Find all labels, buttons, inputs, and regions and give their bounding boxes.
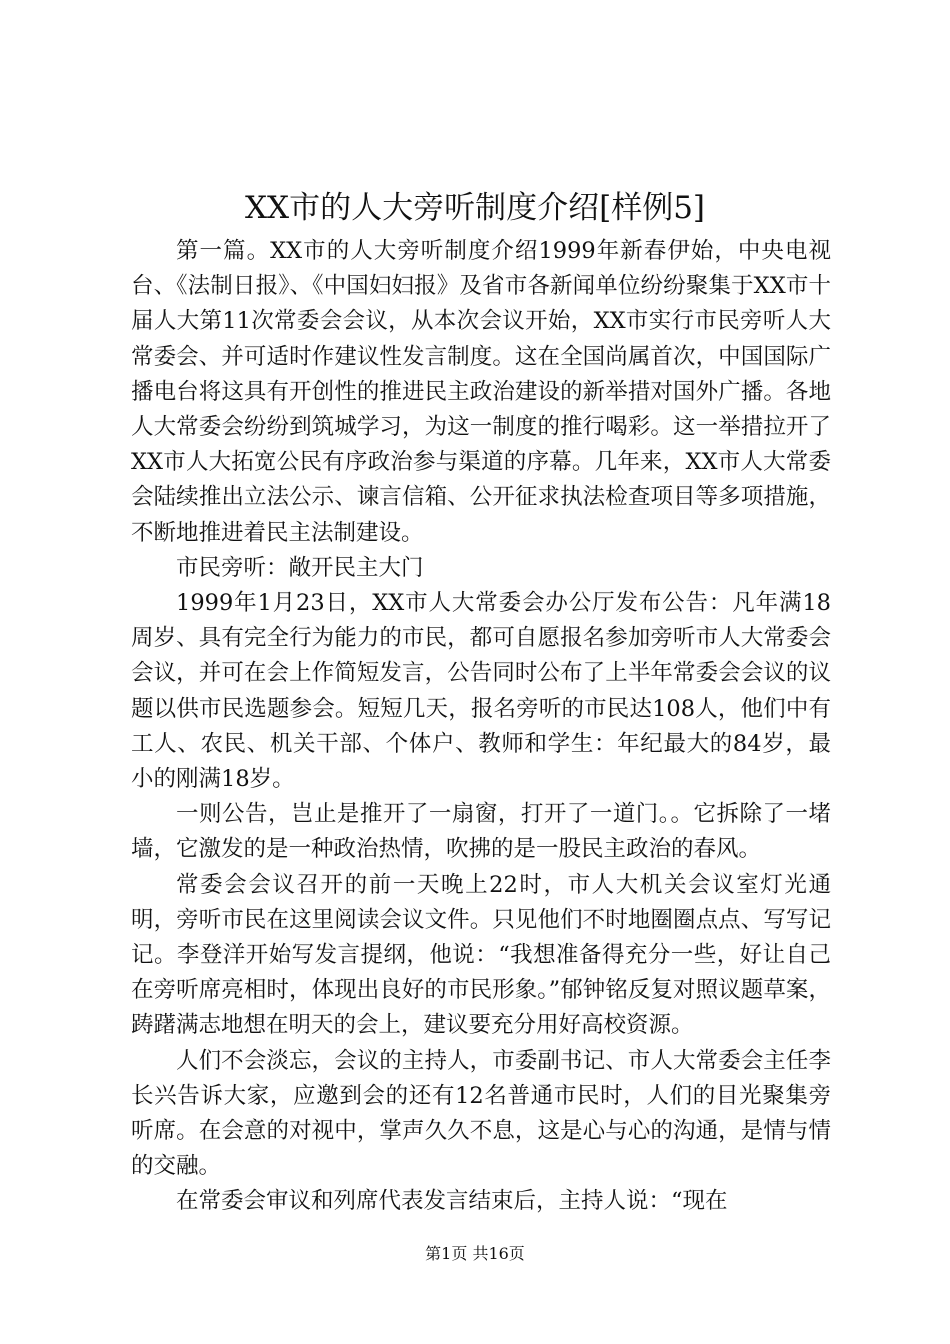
- document-title: XX市的人大旁听制度介绍[样例5]: [244, 190, 706, 226]
- paragraph-intro: 第一篇。XX市的人大旁听制度介绍1999年新春伊始，中央电视台、《法制日报》、《中国妇妇报》及省市各新闻单位纷纷聚集于XX市十届人大第11次常委会会议，从本次会议开始，XX市实行市民旁听人大常委会、并可适时作建议性发言制度。这在全国尚属首次，中国国际广播电台将这具有开创性的推进民主政治建设的新举措对国外广播。各地人大常委会纷纷到筑城学习，为这一制度的推行喝彩。这一举措拉开了XX市人大拓宽公民有序政治参与渠道的序幕。几年来，XX市人大常委会陆续推出立法公示、谏言信箱、公开征求执法检查项目等多项措施，不断地推进着民主法制建设。: [131, 238, 831, 546]
- paragraph-window: 一则公告，岂止是推开了一扇窗，打开了一道门。。它拆除了一堵墙，它激发的是一种政治热情，吹拂的是一股民主政治的春风。: [131, 801, 831, 863]
- paragraph-preparation: 常委会会议召开的前一天晚上22时，市人大机关会议室灯光通明，旁听市民在这里阅读会议文件。只见他们不时地圈圈点点、写写记记。李登洋开始写发言提纲，他说：“我想准备得充分一些，好让自己在旁听席亮相时，体现出良好的市民形象。”郁钟铭反复对照议题草案，踌躇满志地想在明天的会上，建议要充分用好高校资源。: [131, 871, 831, 1039]
- paragraph-meeting: 人们不会淡忘，会议的主持人，市委副书记、市人大常委会主任李长兴告诉大家，应邀到会的还有12名普通市民时，人们的目光聚集旁听席。在会意的对视中，掌声久久不息，这是心与心的沟通，是情与情的交融。: [131, 1047, 831, 1180]
- paragraph-closing: 在常委会审议和列席代表发言结束后，主持人说：“现在: [176, 1188, 728, 1215]
- page-footer: 第1页 共16页: [425, 1244, 525, 1263]
- document-body: [131, 234, 831, 1220]
- section-heading: 市民旁听：敞开民主大门: [176, 554, 424, 581]
- paragraph-announcement: 1999年1月23日，XX市人大常委会办公厅发布公告：凡年满18周岁、具有完全行为能力的市民，都可自愿报名参加旁听市人大常委会会议，并可在会上作简短发言，公告同时公布了上半年常委会会议的议题以供市民选题参会。短短几天，报名旁听的市民达108人，他们中有工人、农民、机关干部、个体户、教师和学生：年纪最大的84岁，最小的刚满18岁。: [131, 590, 831, 793]
